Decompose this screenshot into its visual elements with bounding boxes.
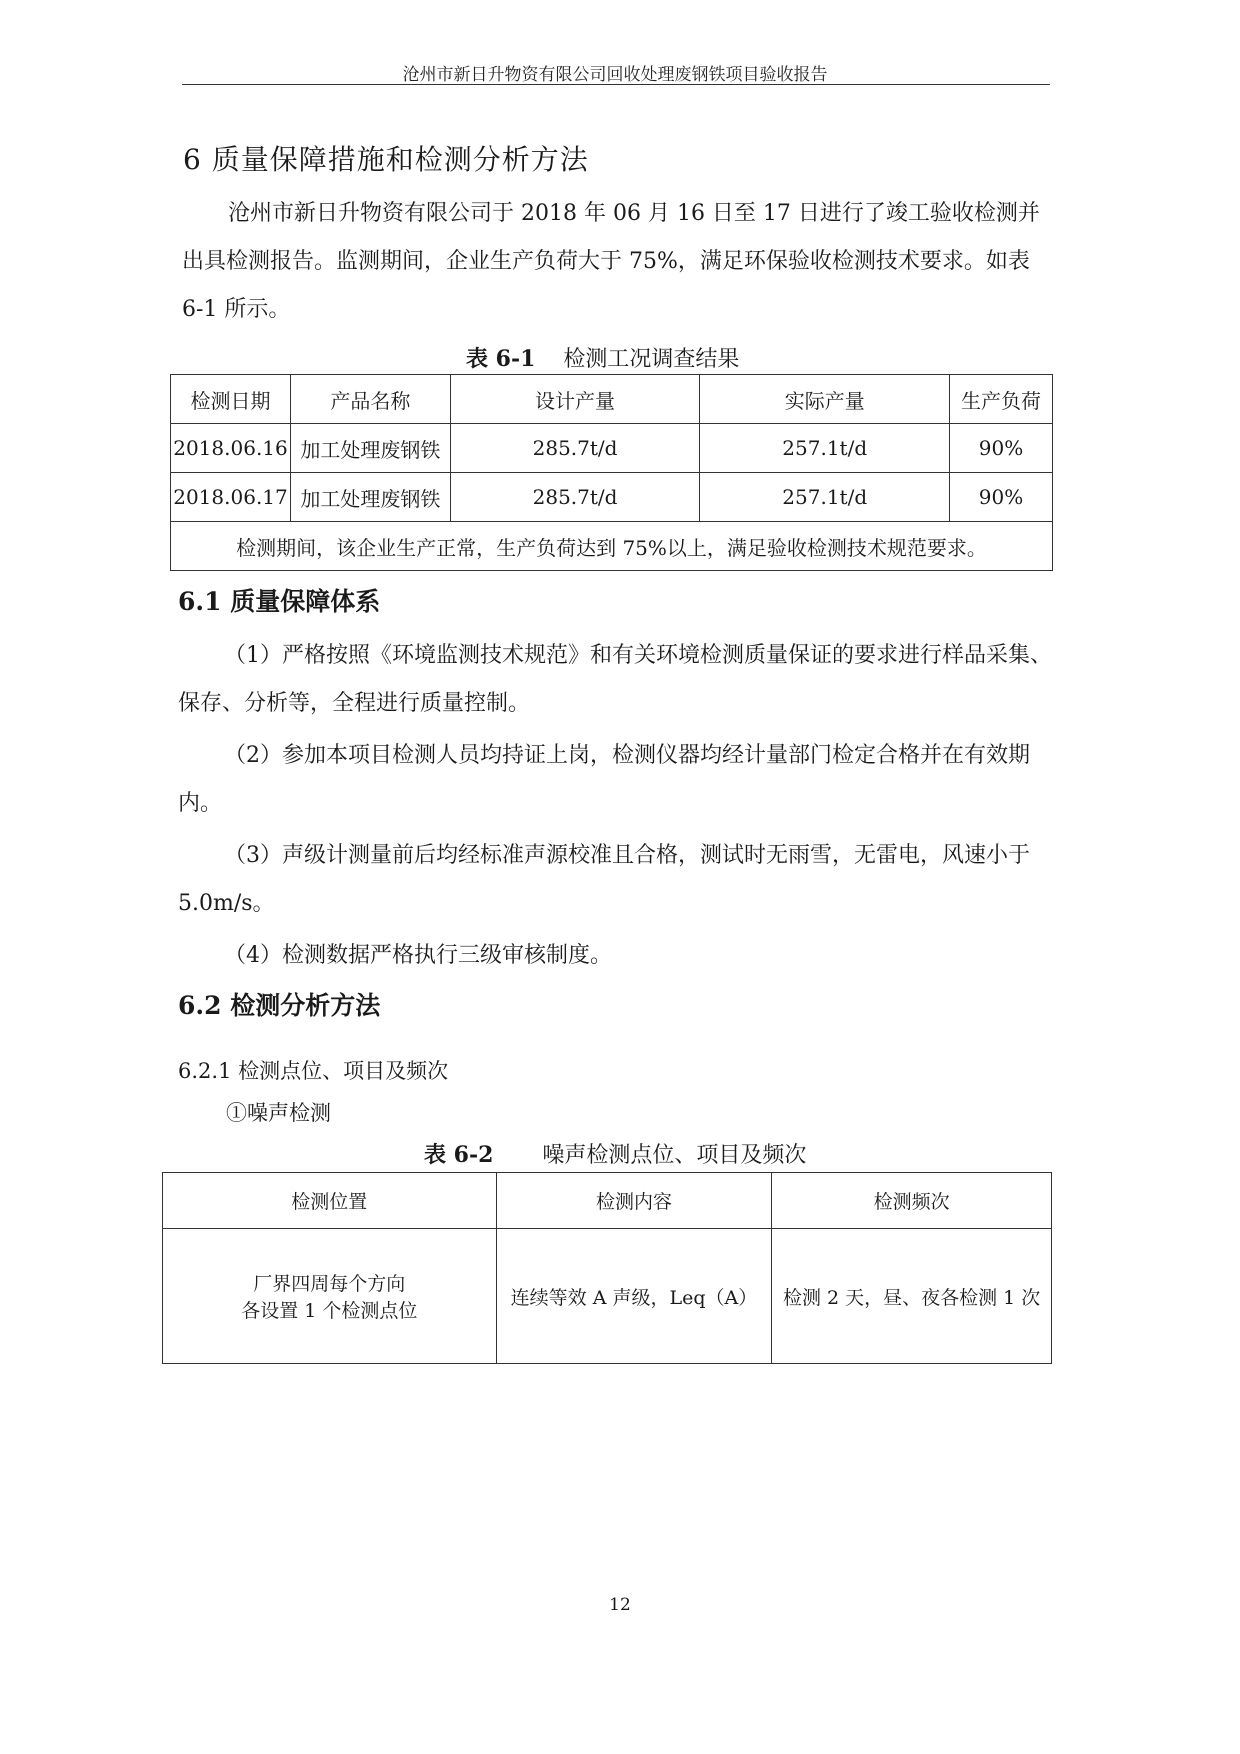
table-row	[171, 473, 1053, 522]
table-6-1-caption	[466, 342, 739, 373]
table-cell: 2018.06.16	[171, 424, 291, 473]
table-cell-location	[163, 1229, 497, 1364]
header-cell: 检测位置	[163, 1173, 497, 1229]
table-6-1-title: 检测工况调查结果	[563, 347, 740, 372]
quality-item-3: （3）声级计测量前后均经标准声源校准且合格，测试时无雨雪，无雷电，风速小于 5.0m/s。	[178, 843, 1030, 916]
header-cell: 检测日期	[171, 375, 291, 424]
header-cell: 检测内容	[496, 1173, 772, 1229]
table-cell: 加工处理废钢铁	[290, 424, 450, 473]
section-6-2-heading: 6.2 检测分析方法	[178, 991, 381, 1020]
table-cell: 257.1t/d	[700, 424, 950, 473]
table-row	[171, 424, 1053, 473]
header-divider	[182, 84, 1050, 85]
quality-item-4: （4）检测数据严格执行三级审核制度。	[224, 943, 612, 968]
table-6-2	[162, 1172, 1052, 1364]
page-number: 12	[609, 1595, 631, 1615]
location-line-2: 各设置 1 个检测点位	[241, 1300, 418, 1322]
quality-item-2: （2）参加本项目检测人员均持证上岗，检测仪器均经计量部门检定合格并在有效期内。	[178, 743, 1030, 816]
running-header: 沧州市新日升物资有限公司回收处理废钢铁项目验收报告	[402, 65, 828, 85]
table-cell: 285.7t/d	[450, 473, 700, 522]
table-6-1	[170, 374, 1053, 571]
table-cell: 90%	[950, 424, 1053, 473]
table-cell: 2018.06.17	[171, 473, 291, 522]
table-note: 检测期间，该企业生产正常，生产负荷达到 75%以上，满足验收检测技术规范要求。	[171, 522, 1053, 571]
location-line-1: 厂界四周每个方向	[253, 1273, 406, 1295]
section-6-intro: 沧州市新日升物资有限公司于 2018 年 06 月 16 日至 17 日进行了竣工验收检测并出具检测报告。监测期间，企业生产负荷大于 75%，满足环保验收检测技术要求。如表 6-1 所示。	[182, 201, 1040, 322]
header-cell: 检测频次	[772, 1173, 1052, 1229]
table-header-row	[171, 375, 1053, 424]
header-cell: 产品名称	[290, 375, 450, 424]
table-header-row	[163, 1173, 1052, 1229]
table-6-1-label: 表 6-1	[466, 346, 536, 372]
header-cell: 设计产量	[450, 375, 700, 424]
table-cell: 加工处理废钢铁	[290, 473, 450, 522]
table-6-2-label: 表 6-2	[424, 1142, 494, 1168]
table-cell: 257.1t/d	[700, 473, 950, 522]
table-note-row	[171, 522, 1053, 571]
section-6-heading: 6 质量保障措施和检测分析方法	[183, 143, 589, 176]
table-cell: 285.7t/d	[450, 424, 700, 473]
table-cell-frequency: 检测 2 天，昼、夜各检测 1 次	[772, 1229, 1052, 1364]
noise-detection-label: ①噪声检测	[226, 1101, 331, 1125]
section-6-1-heading: 6.1 质量保障体系	[178, 587, 381, 616]
quality-item-1: （1）严格按照《环境监测技术规范》和有关环境检测质量保证的要求进行样品采集、保存、分析等，全程进行质量控制。	[178, 643, 1052, 716]
table-6-2-title: 噪声检测点位、项目及频次	[542, 1143, 807, 1168]
header-cell: 生产负荷	[950, 375, 1053, 424]
table-cell: 90%	[950, 473, 1053, 522]
table-cell-content: 连续等效 A 声级，Leq（A）	[496, 1229, 772, 1364]
table-6-2-caption	[424, 1138, 806, 1169]
header-cell: 实际产量	[700, 375, 950, 424]
table-row	[163, 1229, 1052, 1364]
section-6-2-1-heading: 6.2.1 检测点位、项目及频次	[178, 1059, 449, 1083]
